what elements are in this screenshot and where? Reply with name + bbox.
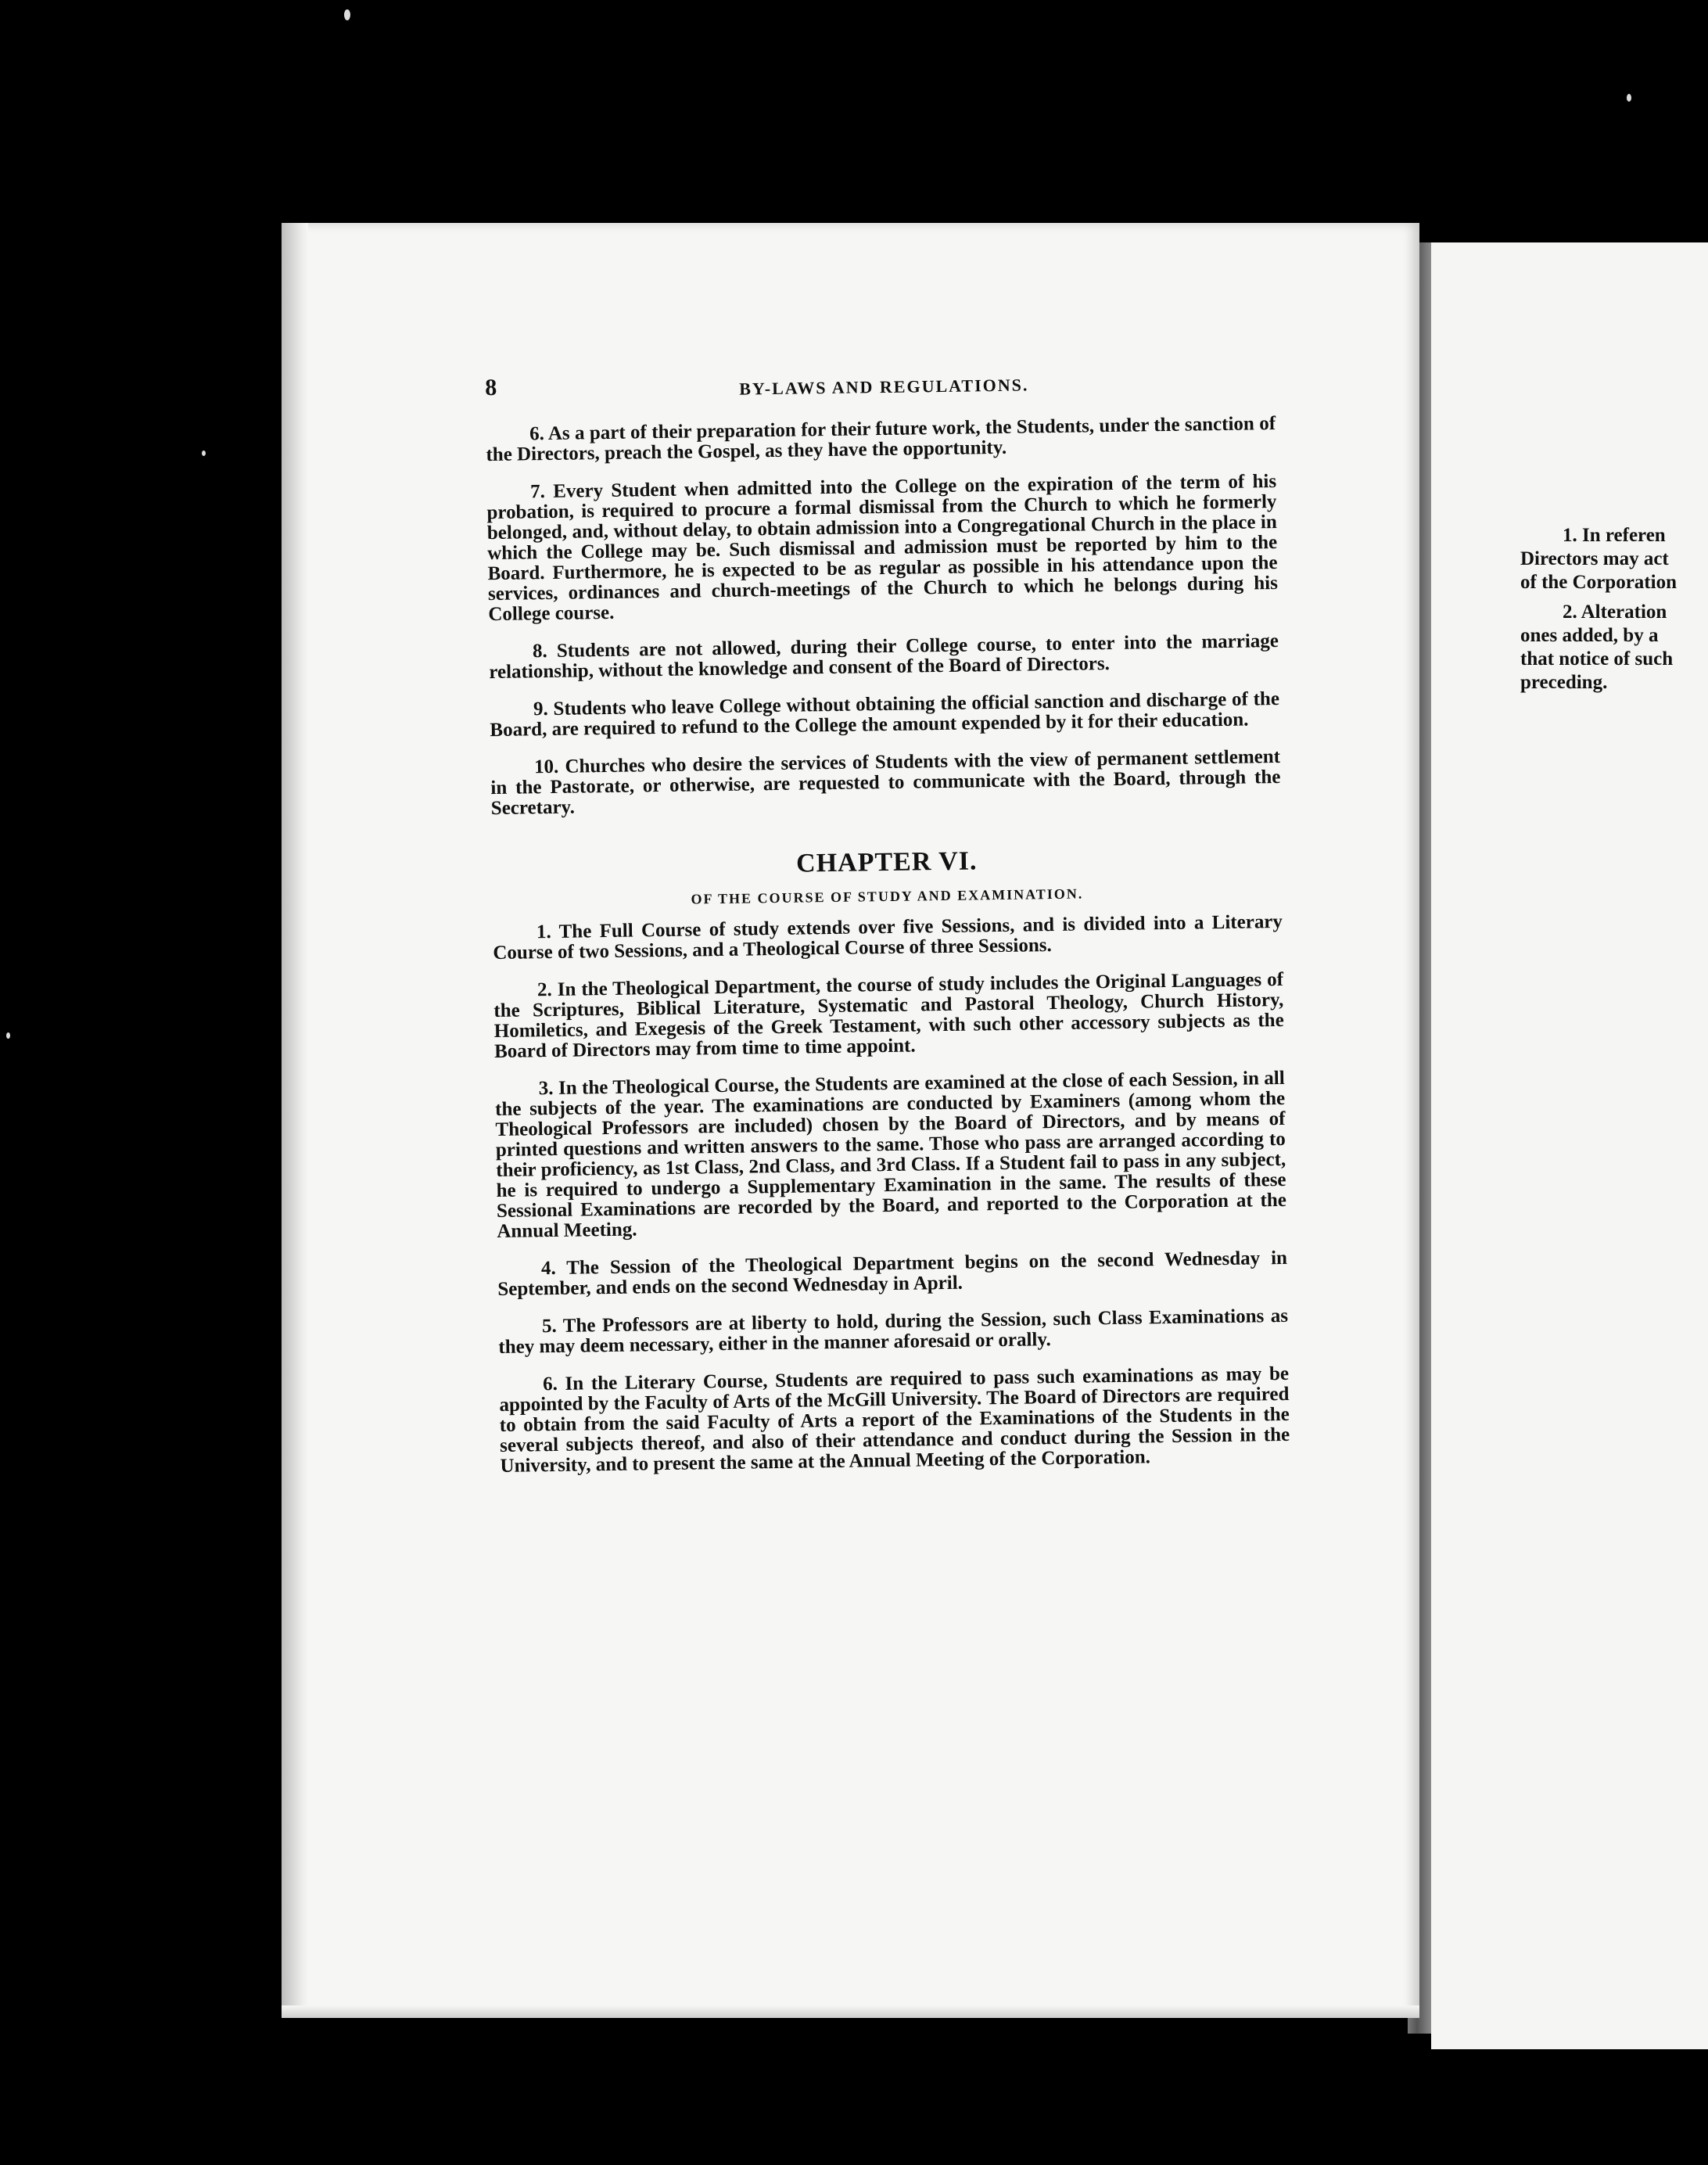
section-5: 5. The Professors are at liberty to hold, during the Session, such Class Examinations as they may deem necessary, either in the manner aforesaid or orally. [498, 1305, 1289, 1358]
paragraph-7: 7. Every Student when admitted into the College on the expiration of the term of his probation, is required to procure a formal dismissal from the Church to which he formerly belonged, and, without delay, to obtain admission into a Congregational Church in the place in which the College may be. Such dismissal and admission must be reported by him to the Board. Furthermore, he is expected to be as regular as possible in his attendance upon the services, ordinances and church-meetings of the Church to which he belongs during his College course. [486, 471, 1279, 626]
chapter-subtitle: OF THE COURSE OF STUDY AND EXAMINATION. [691, 885, 1084, 907]
paragraph-8: 8. Students are not allowed, during their College course, to enter into the marriage relationship, without the knowledge and consent of the Board of Directors. [489, 630, 1279, 684]
right-page [1431, 242, 1708, 2049]
right-page-line: Directors may act [1520, 548, 1669, 569]
paragraph-6: 6. As a part of their preparation for their future work, the Students, under the sanction of the Directors, preach the Gospel, as they have the opportunity. [486, 413, 1276, 466]
chapter-title: CHAPTER VI. [795, 846, 978, 878]
right-page-line: 2. Alteration [1563, 601, 1667, 623]
right-page-line: of the Corporation [1520, 572, 1677, 593]
page-number: 8 [485, 374, 497, 401]
right-page-line: 1. In referen [1563, 525, 1666, 546]
section-4: 4. The Session of the Theological Department begins on the second Wednesday in September, and ends on the second Wednesday in April. [497, 1247, 1288, 1301]
section-3: 3. In the Theological Course, the Students are examined at the close of each Session, in all the subjects of the year. The examinations are conducted by Examiners (among whom the Theological Professors are included) chosen by the Board of Directors, and by means of printed questions and written answers to the same. Those who pass are arranged according to their proficiency, as 1st Class, 2nd Class, and 3rd Class. If a Student fail to pass in any subject, he is required to undergo a Supplementary Examination in the same. The results of these Sessional Examinations are recorded by the Board, and reported to the Corporation at the Annual Meeting. [495, 1067, 1287, 1243]
page-content [485, 362, 1290, 1494]
running-head: BY-LAWS AND REGULATIONS. [739, 375, 1029, 399]
paragraph-9: 9. Students who leave College without obtaining the official sanction and discharge of the Board, are required to refund to the College the amount expended by it for their education. [490, 688, 1280, 741]
left-page [282, 223, 1419, 2018]
section-6: 6. In the Literary Course, Students are required to pass such examinations as may be appointed by the Faculty of Arts of the McGill University. The Board of Directors are required to obtain from the said Faculty of Arts a report of the Examinations of the Students in the several subjects thereof, and also of their attendance and conduct during the Session in the University, and to present the same at the Annual Meeting of the Corporation. [499, 1363, 1290, 1477]
scan-speck [344, 9, 350, 20]
section-2: 2. In the Theological Department, the course of study includes the Original Languages of the Scriptures, Biblical Literature, Systematic and Pastoral Theology, Church History, Homiletics, and Exegesis of the Greek Testament, with such other accessory subjects as the Board of Directors may from time to time appoint. [493, 968, 1284, 1063]
right-page-line: that notice of such [1520, 648, 1674, 670]
scan-speck [1627, 94, 1631, 102]
paragraph-10: 10. Churches who desire the services of Students with the view of permanent settlement in the Pastorate, or otherwise, are requested to communicate with the Board, through the Secretary. [490, 745, 1281, 820]
section-1: 1. The Full Course of study extends over five Sessions, and is divided into a Literary Course of two Sessions, and a Theological Course of three Sessions. [493, 910, 1283, 964]
right-page-line: ones added, by a [1520, 625, 1659, 646]
scan-speck [6, 1032, 10, 1039]
right-page-line: preceding. [1520, 672, 1608, 693]
scan-speck [202, 451, 206, 456]
